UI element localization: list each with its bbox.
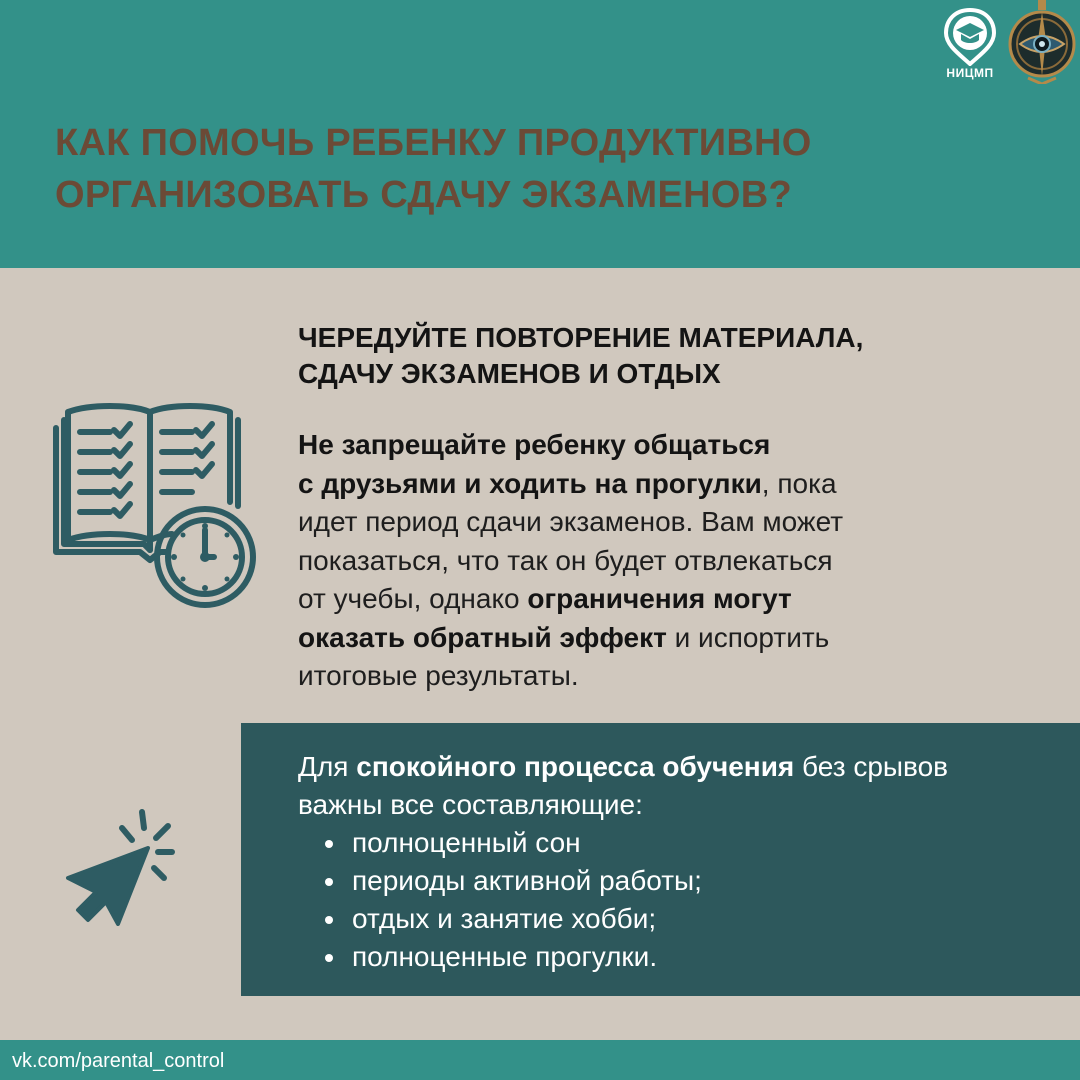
tip-list-item: полноценный сон xyxy=(298,824,1058,862)
tip-intro-line xyxy=(298,748,1058,786)
text-phrase: и испортить xyxy=(666,621,830,653)
body-line xyxy=(298,465,1058,504)
text-phrase: , пока xyxy=(761,467,837,499)
page-title-line-1: КАК ПОМОЧЬ РЕБЕНКУ ПРОДУКТИВНО xyxy=(55,122,812,164)
page-title xyxy=(55,117,955,221)
body-line xyxy=(298,542,1058,581)
body-line xyxy=(298,619,1058,658)
body-line xyxy=(298,426,1058,465)
bold-phrase: оказать обратный эффект xyxy=(298,621,667,653)
tip-intro-line xyxy=(298,786,1058,824)
bold-phrase: спокойного процесса обучения xyxy=(356,751,795,782)
text-phrase: идет период сдачи экзаменов. Вам может xyxy=(298,506,844,537)
body-text xyxy=(298,426,1058,696)
text-phrase: важны все составляющие: xyxy=(298,789,643,820)
section-heading-line-2: СДАЧУ ЭКЗАМЕНОВ И ОТДЫХ xyxy=(298,358,721,389)
footer-link[interactable]: vk.com/parental_control xyxy=(12,1050,225,1072)
emblem-logo[interactable] xyxy=(1004,0,1080,84)
nicmp-logo[interactable] xyxy=(936,6,1004,88)
bold-phrase: Не запрещайте ребенку общаться xyxy=(298,429,771,460)
text-phrase: без срывов xyxy=(794,751,949,782)
tip-intro xyxy=(298,748,1058,824)
text-phrase: Для xyxy=(298,751,357,782)
body-line xyxy=(298,580,1058,619)
section-heading-line-1: ЧЕРЕДУЙТЕ ПОВТОРЕНИЕ МАТЕРИАЛА, xyxy=(298,322,864,353)
body-line xyxy=(298,657,1058,696)
tip-text xyxy=(298,748,1058,976)
book-checklist-clock-icon xyxy=(50,402,260,612)
tip-list-item: отдых и занятие хобби; xyxy=(298,900,1058,938)
section-heading xyxy=(298,320,1038,392)
text-phrase: показаться, что так он будет отвлекаться xyxy=(298,544,833,576)
graduation-cap-pin-icon xyxy=(936,6,1004,66)
bold-phrase: с друзьями и ходить на прогулки xyxy=(298,467,762,499)
page-title-line-2: ОРГАНИЗОВАТЬ СДАЧУ ЭКЗАМЕНОВ? xyxy=(55,174,792,216)
click-cursor-icon xyxy=(60,806,190,926)
tip-list-item: полноценные прогулки. xyxy=(298,938,1058,976)
nicmp-logo-label: НИЦМП xyxy=(946,66,994,80)
text-phrase: итоговые результаты. xyxy=(298,660,579,691)
text-phrase: от учебы, однако xyxy=(298,583,528,614)
tip-list-item: периоды активной работы; xyxy=(298,862,1058,900)
tip-list xyxy=(298,824,1058,976)
body-line xyxy=(298,503,1058,542)
eye-emblem-icon xyxy=(1004,0,1080,84)
footer-band xyxy=(0,1040,1080,1080)
bold-phrase: ограничения могут xyxy=(527,583,792,614)
